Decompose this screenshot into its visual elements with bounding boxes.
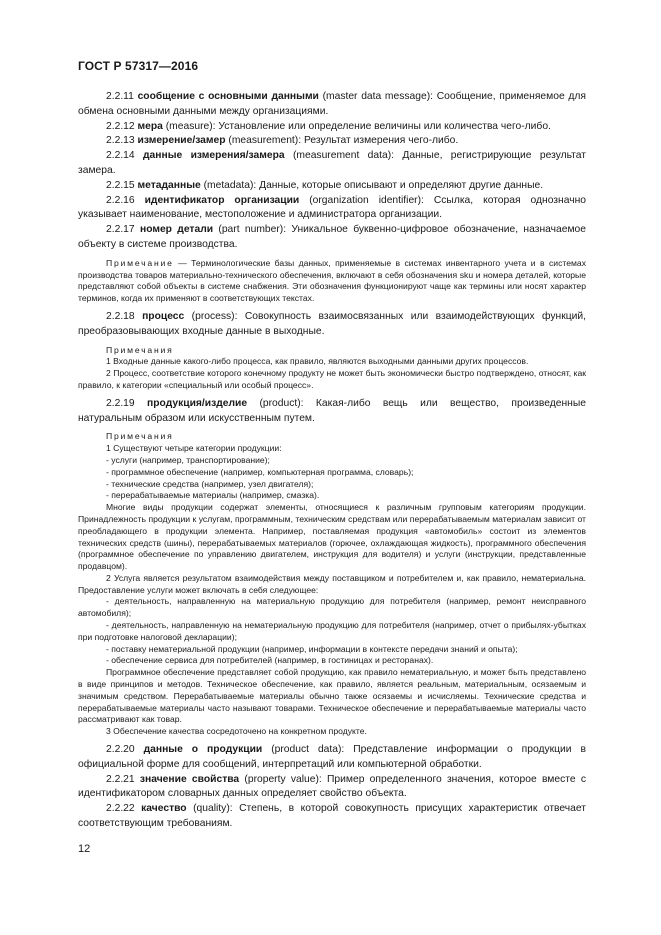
notes-label: Примечания	[106, 344, 174, 355]
term: данные о продукции	[143, 744, 263, 756]
note-line: - обеспечение сервиса для потребителей (например, в гостиницах и ресторанах).	[106, 655, 434, 666]
page-number: 12	[78, 843, 91, 855]
term: продукция/изделие	[147, 397, 248, 409]
entry-2-2-20: 2.2.20 данные о продукции (product data): Представление информации о продукции в официальной форме для сообщений, интерпретаций или компьютерной обработки.	[78, 744, 586, 770]
entry-2-2-15: 2.2.15 метаданные (metadata): Данные, которые описывают и определяют другие данные.	[106, 179, 544, 191]
term: измерение/замер	[137, 135, 226, 147]
note-line: - программное обеспечение (например, компьютерная программа, словарь);	[106, 466, 414, 477]
document-body	[78, 90, 586, 832]
notes-label: Примечания	[106, 431, 174, 442]
note-line: Многие виды продукции содержат элементы, относящиеся к различным групповым категориям продукции. Принадлежность продукции к услугам, программным, техническим средствам или перерабатываемым материалам зависит от преобладающего в продукции элемента. Например, поставляемая продукция «автомобиль» состоит из элементов технических средств (шины), перерабатываемых материалов (горючее, охлаждающая жидкость), программного обеспечения (программное обеспечение по управлению двигателем, инструкция для водителя) и услуги (инструкции, представленные продавцом).	[78, 502, 586, 572]
term: процесс	[142, 310, 185, 322]
note-line: - деятельность, направленную на материальную продукцию для потребителя (например, ремонт неисправного автомобиля);	[78, 596, 586, 619]
term: сообщение с основными данными	[137, 91, 319, 102]
entry-2-2-14: 2.2.14 данные измерения/замера (measurement data): Данные, регистрирующие результат замера.	[78, 150, 586, 176]
entry-2-2-13: 2.2.13 измерение/замер (measurement): Результат измерения чего-либо.	[106, 135, 459, 147]
standard-header: ГОСТ Р 57317—2016	[78, 59, 199, 73]
entry-2-2-12: 2.2.12 мера (measure): Установление или определение величины или количества чего-либо.	[106, 120, 551, 132]
term: метаданные	[137, 179, 201, 191]
entry-2-2-19: 2.2.19 продукция/изделие (product): Какая-либо вещь или вещество, произведенные натуральным образом или искусственным путем.	[78, 397, 586, 424]
note-line: - деятельность, направленную на нематериальную продукцию для потребителя (например, отчет о прибылях-убытках при подготовке налоговой декларации);	[78, 620, 586, 642]
term: значение свойства	[139, 773, 240, 785]
term: качество	[141, 803, 187, 815]
note-line: - технические средства (например, узел двигателя);	[106, 478, 314, 489]
term: номер детали	[139, 224, 214, 236]
note-line: 1 Существуют четыре категории продукции:	[106, 443, 282, 454]
note-line: 2 Услуга является результатом взаимодействия между поставщиком и потребителем и, как правило, нематериальна. Предоставление услуги может включать в себя следующее:	[78, 572, 586, 595]
note-line: - услуги (например, транспортирование);	[106, 454, 270, 465]
term: мера	[137, 120, 163, 132]
note-line: - перерабатываемые материалы (например, смазка).	[106, 490, 320, 501]
note-line: - поставку нематериальной продукции (например, информации в контексте передачи знаний и опыта);	[106, 643, 518, 654]
entry-2-2-21: 2.2.21 значение свойства (property value): Пример определенного значения, которое вместе с идентификатором словарных данных определяет свойство объекта.	[78, 773, 586, 800]
entry-2-2-11: 2.2.11 сообщение с основными данными (master data message): Сообщение, применяемое для обмена основными данными между организациями.	[78, 91, 586, 117]
entry-2-2-22: 2.2.22 качество (quality): Степень, в которой совокупность присущих характеристик отвечает соответствующим требованиям.	[78, 803, 586, 830]
note-item: 1 Входные данные какого-либо процесса, как правило, являются выходными данными других процессов.	[106, 356, 529, 367]
entry-2-2-16: 2.2.16 идентификатор организации (organization identifier): Ссылка, которая однозначно указывает наименование, местоположение и администратора организации.	[78, 194, 586, 221]
term: данные измерения/замера	[143, 150, 285, 162]
note-2-2-17: Примечание — Терминологические базы данных, применяемые в системах инвентарного учета и в системах производства товаров материально-технического обеспечения, включают в себя обозначения sku и номера деталей, которые представляют собой объекты в системе снабжения. Эти обозначения функционируют чаще как термины или носят характер терминов, когда их применяют в соответствующих текстах.	[78, 257, 586, 304]
entry-2-2-18: 2.2.18 процесс (process): Совокупность взаимосвязанных или взаимодействующих функций, преобразовывающих входные данные в выходные.	[78, 310, 586, 337]
entry-2-2-17: 2.2.17 номер детали (part number): Уникальное буквенно-цифровое обозначение, назначаемое объекту в системе производства.	[78, 224, 586, 250]
note-label: Примечание	[106, 257, 174, 268]
term: идентификатор организации	[144, 194, 300, 206]
note-item: 2 Процесс, соответствие которого конечному продукту не может быть экономически быстро подтверждено, относят, как правило, к категории «специальный или особый процесс».	[78, 368, 586, 390]
note-line: Программное обеспечение представляет собой продукцию, как правило нематериальную, и может быть представлено в виде принципов и методов. Техническое обеспечение, как правило, является реальным, материальным, осязаемым и значимым средством. Перерабатываемые материалы обычно также осязаемы и исчисляемы. Технические средства и перерабатываемые материалы часто называют товарами. Техническое обеспечение и перерабатываемые материалы часто рассматривают как товар.	[78, 667, 586, 725]
note-line: 3 Обеспечение качества сосредоточено на конкретном продукте.	[106, 726, 367, 737]
